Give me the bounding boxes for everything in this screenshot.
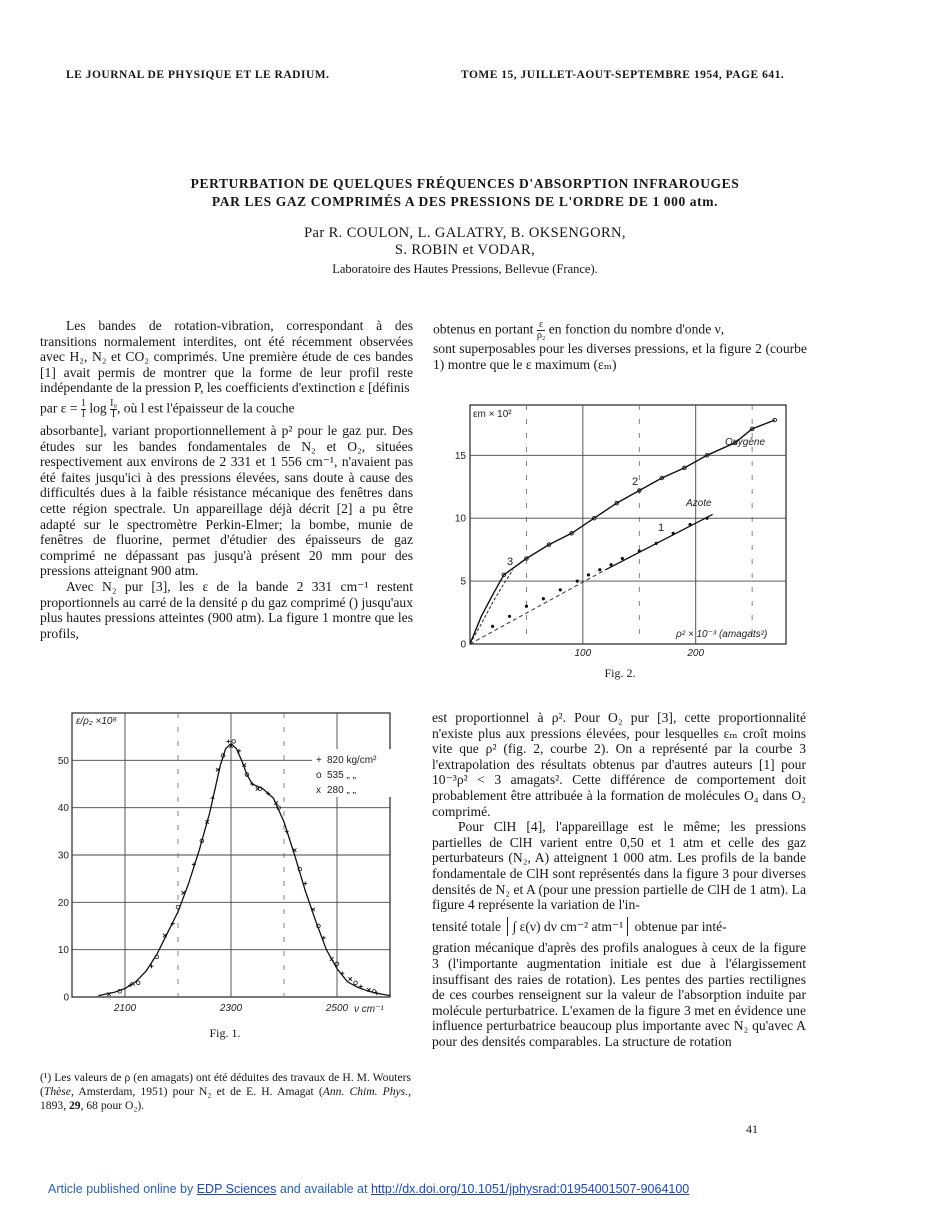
- figure-1-legend-symbol: +: [316, 755, 322, 766]
- right-top-den: ρ₂: [536, 330, 546, 341]
- figure-2-xtick-label: 100: [574, 648, 592, 659]
- figure-1-ytick-label: 40: [57, 803, 69, 815]
- figure-2-curve-label-3: 3: [507, 556, 514, 568]
- figure-1-ytick-label: 20: [57, 897, 69, 909]
- figure-2-curves: [470, 420, 775, 644]
- integral-post: obtenue par inté-: [634, 918, 727, 934]
- figure-2-points: [491, 418, 777, 628]
- formula-num: 1: [80, 397, 86, 409]
- formula-par: par ε =: [40, 400, 78, 416]
- figure-1-point-circle: [354, 981, 358, 985]
- figure-1-xtick-label: 2300: [219, 1003, 243, 1014]
- figure-2-azote-point: [587, 573, 590, 576]
- figure-2-label-azote: Azote: [686, 498, 712, 509]
- footnote-journal: Ann. Chim. Phys.: [322, 1085, 409, 1098]
- formula-after: , où l est l'épaisseur de la couche: [116, 400, 295, 416]
- paragraph-2: Avec N₂ pur [3], les ε de la bande 2 331 cm⁻¹ restent proportionnels au carré de la densité ρ du gaz comprimé () jusqu'aux plus hautes pressions atteintes (900 atm). La figure 1 montre que les profils,: [40, 578, 413, 641]
- right-top-rest: sont superposables pour les diverses pressions, et la figure 2 (courbe 1) montre que le ε maximum (εₘ): [433, 341, 807, 372]
- formula-den-2: I: [111, 408, 116, 420]
- figure-2-azote-point: [576, 580, 579, 583]
- integral-pre: tensité totale: [432, 918, 502, 934]
- figure-1-chart: [50, 705, 400, 1023]
- figure-2-azote-point: [525, 605, 528, 608]
- figure-2-caption: Fig. 2.: [604, 666, 636, 680]
- figure-1-point-plus: [340, 971, 344, 975]
- title-line-2: PAR LES GAZ COMPRIMÉS A DES PRESSIONS DE L'ORDRE DE 1 000 atm.: [211, 194, 719, 209]
- figure-2-chart: [440, 400, 800, 662]
- figure-2-azote-point: [559, 588, 562, 591]
- figure-2-ytick-label: 10: [454, 513, 466, 525]
- figure-2-ytick-label: 0: [460, 639, 466, 651]
- formula-den: l: [82, 408, 85, 420]
- footnote-t1: (¹) Les valeurs de ρ (en amagats) ont été déduites des travaux de H. M. Wouters (: [40, 1071, 411, 1098]
- figure-2-azote-point: [621, 557, 624, 560]
- figure-1-point-cross: [348, 977, 352, 981]
- figure-1-legend-text: 820 kg/cm²: [327, 755, 377, 766]
- figure-2-azote-point: [609, 563, 612, 566]
- paragraph-3: est proportionnel à ρ². Pour O₂ pur [3], cette proportionnalité n'existe plus aux pressions élevées, pour lesquelles εₘ croît moins vite que ρ² (fig. 2, courbe 2). On a représenté par la courbe 3 l'extrapolation des résultats obtenus par d'autres auteurs [1] pour 10⁻³ρ² < 3 amagats². Cette différence de comportement doit probablement être attribuée à la formation de molécules O₄ dans O₂ comprimé.: [432, 710, 806, 819]
- figure-2-azote-point: [672, 532, 675, 535]
- formula-num-2: I₀: [110, 397, 117, 409]
- title-line-1: PERTURBATION DE QUELQUES FRÉQUENCES D'ABSORPTION INFRAROUGES: [190, 176, 740, 191]
- figure-2-label-oxygen: Oxygène: [725, 437, 766, 448]
- formula-frac-1: [81, 399, 86, 420]
- figure-2-azote-point: [598, 568, 601, 571]
- edp-sciences-link[interactable]: EDP Sciences: [196, 1182, 277, 1196]
- figure-2-ytick-label: 5: [460, 576, 466, 588]
- figure-1-point-circle: [136, 981, 140, 985]
- authors: [60, 225, 870, 259]
- footnote-t3: , 1893,: [40, 1085, 411, 1112]
- formula-frac-2: [110, 399, 117, 420]
- figure-1-ytick-label: 50: [57, 755, 69, 767]
- right-column-top-text: [433, 320, 807, 372]
- figure-1-legend-text: 535 „ „: [327, 770, 356, 781]
- figure-2-ytick-label: 15: [454, 450, 466, 462]
- footnote-t4: , 68 pour O₂).: [80, 1099, 145, 1112]
- figure-1-point-plus: [375, 991, 379, 995]
- paragraph-1a: Les bandes de rotation-vibration, correspondant à des transitions normalement interdites, ont été récemment observées avec H₂, N₂ et CO₂ comprimés. Une première étude de ces bandes [1] avait permis de montrer que la forme de leur profil reste indépendante de la pression P, les coefficients d'extinction ε [définis: [40, 318, 413, 396]
- figure-2-curve-label-2: 2: [632, 476, 639, 488]
- paragraph-4: Pour ClH [4], l'appareillage est le même; les pressions partielles de ClH varient entre 0,50 et 1 atm et celle des gaz perturbateurs (N₂, A) atteignent 1 000 atm. Les profils de la bande fondamentale de ClH sont représentés dans la figure 3 pour diverses densités de N₂ et A (pour une pression partielle de ClH de 1 atm). La figure 4 représente la variation de l'in-: [432, 819, 806, 913]
- figure-1-point-circle: [232, 740, 236, 744]
- doi-link[interactable]: http://dx.doi.org/10.1051/jphysrad:01954001507-9064100: [370, 1182, 690, 1196]
- right-top-num: ε: [537, 320, 545, 331]
- footnote-t2: , Amsterdam, 1951) pour N₂ et de E. H. Amagat (: [70, 1085, 323, 1098]
- figure-1-legend-symbol: x: [316, 785, 321, 796]
- right-column-text: [432, 710, 806, 1049]
- figure-1-xtick-label: 2500: [325, 1003, 349, 1014]
- figure-2-ylabel: εm × 10²: [473, 409, 512, 420]
- figure-1-caption: Fig. 1.: [209, 1026, 241, 1040]
- right-top-formula-line: [433, 320, 807, 341]
- integral-expression: ∫ ε(ν) dν cm⁻² atm⁻¹: [507, 917, 628, 937]
- publication-pre: Article published online by: [48, 1182, 194, 1196]
- right-top-post: en fonction du nombre d'onde ν,: [548, 321, 725, 337]
- footnote-these: Thèse: [43, 1085, 71, 1098]
- publication-note: [48, 1182, 689, 1196]
- article-title: [60, 175, 870, 211]
- integral-line: [432, 917, 806, 937]
- figure-2-xlabel: ρ² × 10⁻³ (amagats²): [676, 629, 768, 640]
- figure-1-ylabel: ε/ρ₂ ×10⁸: [76, 716, 117, 727]
- journal-name: LE JOURNAL DE PHYSIQUE ET LE RADIUM.: [66, 69, 330, 81]
- figure-1-xtick-label: 2100: [113, 1003, 137, 1014]
- figure-2-azote-point: [705, 517, 708, 520]
- laboratory: Laboratoire des Hautes Pressions, Bellevue (France).: [332, 262, 598, 276]
- paragraph-1b: absorbante], variant proportionnellement à p² pour le gaz pur. Des études sur les bandes fondamentales de N₂ et O₂, situées respectivement aux environs de 2 331 et 1 556 cm⁻¹, n'avaient pas été faites jusqu'ici à des pressions élevées, sans doute à cause des difficultés dues à la faible résistance mécanique des fenêtres dans cette région spectrale. Un appareillage déjà décrit [2] a pu être adapté sur le spectromètre Perkin-Elmer; la bombe, munie de fenêtres de fluorine, permet d'étudier des épaisseurs de gaz comprimé ne dépassant pas jusqu'à présent 20 mm pour des pressions atteignant 900 atm.: [40, 422, 413, 579]
- figure-1-point-cross: [256, 787, 260, 791]
- publication-mid: and available at: [279, 1182, 368, 1196]
- figure-2-xtick-label: 200: [687, 648, 705, 659]
- footnote-volume: 29: [68, 1099, 81, 1112]
- figure-1-legend-text: 280 „ „: [327, 785, 356, 796]
- figure-2-azote-point: [491, 625, 494, 628]
- figure-2-azote-point: [688, 523, 691, 526]
- formula-log: log: [89, 400, 107, 416]
- figure-2-oxygen-curve: [470, 420, 775, 644]
- figure-2-azote-point: [638, 549, 641, 552]
- figure-2-azote-point: [542, 597, 545, 600]
- figure-1-point-plus: [226, 739, 230, 743]
- authors-line-1: Par R. COULON, L. GALATRY, B. OKSENGORN,: [304, 225, 626, 241]
- paragraph-5: gration mécanique d'après des profils analogues à ceux de la figure 3 (l'importante augmentation initiale est due à l'élargissement insuffisant des raies de rotation). Les pentes des parties rectilignes de ces courbes renseignent sur la valeur de l'absorption induite par molécule perturbatrice. L'examen de la figure 3 met en évidence une influence perturbatrice beaucoup plus importante avec N₂ qu'avec A pour des densités comparables. La structure de rotation: [432, 940, 806, 1049]
- authors-line-2: S. ROBIN et VODAR,: [394, 242, 536, 258]
- figure-1-ytick-label: 10: [57, 945, 69, 957]
- right-top-frac: [537, 320, 545, 341]
- figure-1-xunit: ν cm⁻¹: [354, 1004, 384, 1015]
- page-number: 41: [746, 1122, 758, 1136]
- footnote: [40, 1071, 411, 1113]
- figure-2-curve-label-1: 1: [658, 522, 665, 534]
- figure-2-azote-point: [655, 542, 658, 545]
- right-top-pre: obtenus en portant: [433, 321, 534, 337]
- issue-info: TOME 15, JUILLET-AOUT-SEPTEMBRE 1954, PAGE 641.: [461, 69, 785, 81]
- figure-1-ytick-label: 0: [63, 992, 69, 1004]
- left-column-text: [40, 318, 413, 641]
- figure-2-azote-point: [508, 615, 511, 618]
- paragraph-1-formula: [40, 399, 413, 420]
- figure-1-legend-symbol: o: [316, 770, 322, 781]
- figure-1-ytick-label: 30: [57, 850, 69, 862]
